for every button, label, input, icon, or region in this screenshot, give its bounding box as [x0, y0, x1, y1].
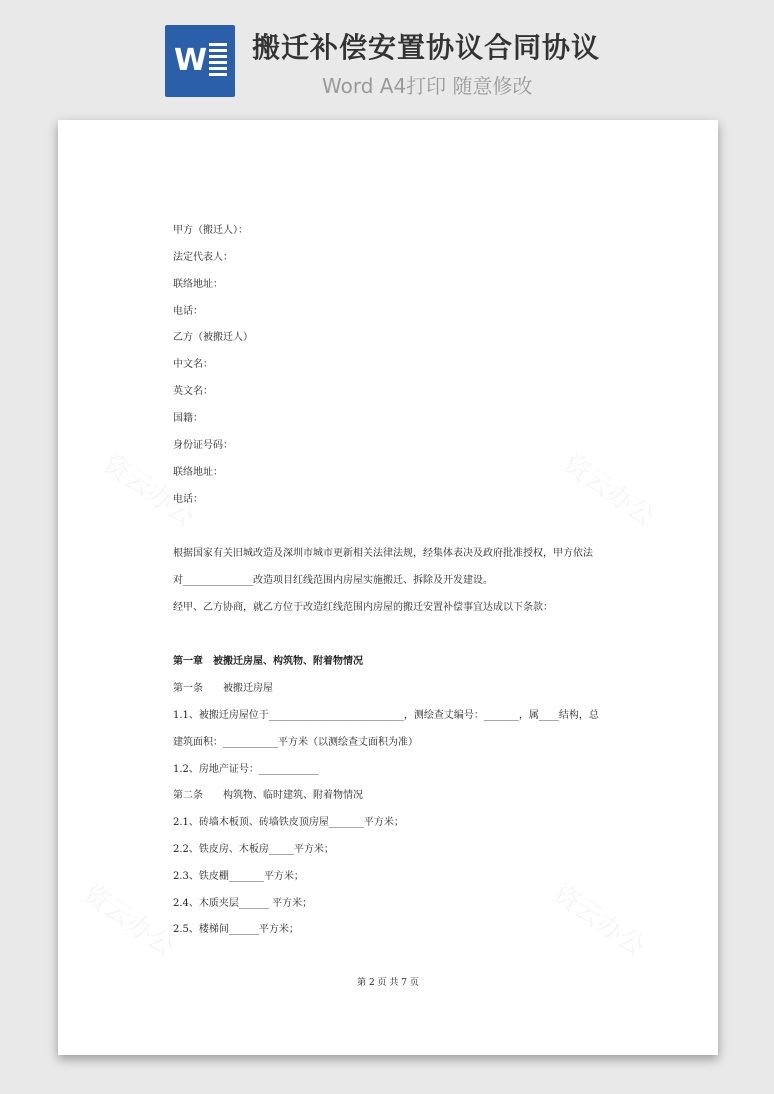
header-banner: [0, 0, 774, 118]
clause-line: 2.1、砖墙木板顶、砖墙铁皮顶房屋_______平方米；: [173, 817, 404, 828]
paragraph-line: 经甲、乙方协商，就乙方位于改造红线范围内房屋的搬迁安置补偿事宜达成以下条款：: [173, 602, 553, 613]
clause-line: 1.1、被搬迁房屋位于___________________________，测绘查丈编号：_______，属____结构，总: [173, 710, 599, 721]
clause-line: 2.2、铁皮房、木板房_____平方米；: [173, 844, 334, 855]
page-title: 搬迁补偿安置协议合同协议: [252, 31, 601, 64]
id-number-label: 身份证号码：: [173, 440, 233, 451]
english-name-label: 英文名：: [173, 386, 213, 397]
watermark-icon: [557, 444, 663, 534]
nationality-label: 国籍：: [173, 413, 203, 424]
party-b-address-label: 联络地址：: [173, 467, 223, 478]
clause-line: 2.3、铁皮棚_______平方米；: [173, 871, 304, 882]
clause-line: 建筑面积：___________平方米（以测绘查丈面积为准）: [173, 737, 418, 748]
clause-line: 2.4、木质夹层______ 平方米；: [173, 898, 313, 909]
chinese-name-label: 中文名：: [173, 359, 213, 370]
watermark-icon: [547, 874, 653, 964]
watermark-icon: [77, 874, 183, 964]
page-subtitle: Word A4打印 随意修改: [322, 74, 533, 98]
party-b-label: 乙方（被搬迁人）: [173, 332, 253, 343]
watermark-icon: [97, 444, 203, 534]
page-number: 第 2 页 共 7 页: [357, 978, 419, 988]
document-lines-icon: [209, 43, 227, 79]
party-a-phone-label: 电话：: [173, 306, 203, 317]
article-heading: 第一条 被搬迁房屋: [173, 683, 273, 694]
clause-line: 1.2、房地产证号：____________: [173, 764, 319, 775]
legal-rep-label: 法定代表人：: [173, 252, 233, 263]
paragraph-line: 根据国家有关旧城改造及深圳市城市更新相关法律法规，经集体表决及政府批准授权，甲方依法: [173, 548, 593, 559]
paragraph-line: 对______________改造项目红线范围内房屋实施搬迁、拆除及开发建设。: [173, 575, 493, 586]
party-a-label: 甲方（搬迁人）：: [173, 225, 248, 236]
document-page: [58, 120, 718, 1055]
word-icon-letter: W: [174, 43, 208, 78]
word-document-icon: [165, 25, 235, 97]
chapter-heading: 第一章 被搬迁房屋、构筑物、附着物情况: [173, 656, 363, 667]
article-heading: 第二条 构筑物、临时建筑、附着物情况: [173, 790, 363, 801]
party-b-phone-label: 电话：: [173, 494, 203, 505]
clause-line: 2.5、楼梯间______平方米；: [173, 924, 299, 935]
party-a-address-label: 联络地址：: [173, 279, 223, 290]
